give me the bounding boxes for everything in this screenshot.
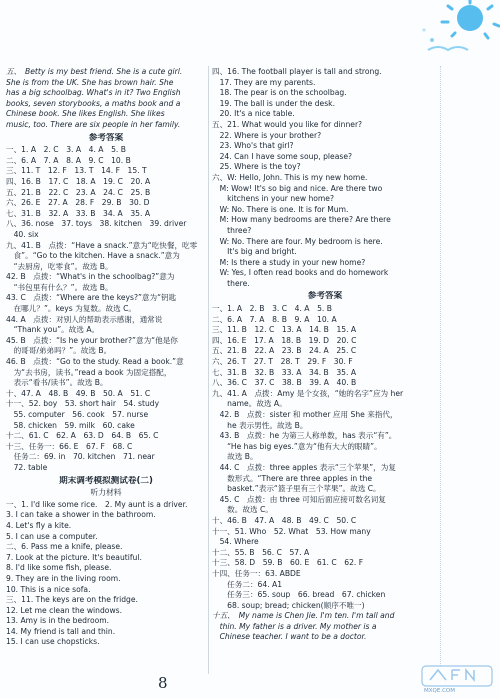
text-line: 15. I can use chopsticks. (6, 637, 100, 647)
text-line: 68. soup; bread; chicken(顺序不唯一) (212, 600, 365, 610)
text-line: 23. Who's that girl? (212, 141, 294, 151)
text-line: “去厨房，吃零食”。故选 B。 (6, 261, 113, 271)
text-line: 四、16. E 17. A 18. B 19. D 20. C (212, 335, 357, 345)
text-line: he 表示男性。故选 B。 (212, 420, 308, 430)
text-line: 六、W: Hello, John. This is my new home. (212, 172, 368, 182)
text-line: W: Yes, I often read books and do homework (212, 268, 389, 278)
text-line: 19. The ball is under the desk. (212, 98, 335, 108)
text-line: 17. They are my parents. (212, 77, 316, 87)
binding-edge (440, 66, 441, 666)
text-line: 五、 Betty is my best friend. She is a cute girl. (6, 67, 183, 76)
text-line: Chinese book. She likes English. She likes (6, 109, 165, 119)
text-line: 55. computer 56. cook 57. nurse (6, 410, 149, 419)
text-line: 表示“看书/读书”。故选 B。 (6, 378, 108, 388)
text-line: 14. My friend is tall and thin. (6, 626, 116, 636)
text-line: books, seven storybooks, a maths book and a (6, 98, 181, 108)
text-line: 三、11. T 12. F 13. T 14. F 15. T (6, 166, 147, 176)
text-line: 数。故选 C。 (212, 505, 273, 515)
text-line: Chinese teacher. I want to be a doctor. (212, 632, 367, 642)
text-line: W: No. There are four. My bedroom is here. (212, 236, 383, 246)
text-line: 三、11. The keys are on the fridge. (6, 595, 138, 605)
text-line: 44. A 点拨：对别人的帮助表示感谢，通常说 (6, 314, 163, 324)
text-line: She is from the UK. She has brown hair. She (6, 77, 174, 87)
text-line: 五、21. What would you like for dinner? (212, 119, 363, 129)
text-line: 40. six (6, 229, 39, 239)
text-line: 故选 B。 (212, 452, 258, 462)
text-line: 3. I can take a shower in the bathroom. (6, 510, 156, 520)
text-line: 42. B 点拨：“What's in the schoolbag?”意为 (6, 272, 175, 282)
text-line: 10. This is a nice sofa. (6, 584, 91, 594)
text-line: has a big schoolbag. What's in it? Two English (6, 88, 181, 98)
text-line: 一、1. A 2. C 3. A 4. A 5. B (6, 145, 126, 155)
text-line: “He has big eyes.”意为“他有大大的眼睛”。 (212, 441, 382, 451)
left-column (6, 67, 206, 648)
text-line: 54. Where (212, 537, 259, 547)
text-line: 一、1. I'd like some rice. 2. My aunt is a driver. (6, 499, 188, 509)
text-line: 4. Let's fly a kite. (6, 520, 72, 530)
text-line: 八、36. nose 37. toys 38. kitchen 39. driver (6, 219, 187, 229)
text-line: 四、16. B 17. C 18. A 19. C 20. A (6, 176, 151, 186)
text-line: 九、41. A 点拨：Amy 是个女孩，“她的名字”应为 her (212, 388, 404, 398)
text-line: 二、6. A 7. A 8. A 9. C 10. B (6, 155, 131, 165)
text-line: 为“去书房，读书。”read a book 为固定搭配， (6, 367, 172, 377)
text-line: 五、21. B 22. A 23. B 24. A 25. C (212, 346, 357, 356)
text-line: 四、16. The football player is tall and strong. (212, 67, 382, 76)
text-line: 43. C 点拨：“Where are the keys?”意为“钥匙 (6, 293, 177, 303)
section-heading: 期末调考模拟测试卷(二) (59, 475, 153, 486)
text-line: 数形式。“There are three apples in the (212, 473, 373, 483)
text-line: 任务三：65. soup 66. bread 67. chicken (212, 590, 386, 600)
text-line: 43. B 点拨：he 为第三人称单数，has 表示“有”。 (212, 431, 397, 441)
text-line: 13. Amy is in the bedroom. (6, 616, 110, 626)
text-line: 食”。“Go to the kitchen. Have a snack.”意为 (6, 251, 180, 261)
text-line: 听力材料 (90, 488, 122, 498)
text-line: M: Is there a study in your new home? (212, 257, 366, 267)
section-heading: 参考答案 (307, 291, 343, 302)
text-line: thin. My father is a driver. My mother is a (212, 621, 377, 631)
text-line: 46. B 点拨：“Go to the study. Read a book.”意 (6, 357, 184, 367)
text-line: 六、26. E 27. A 28. F 29. B 30. D (6, 198, 150, 208)
sun-decoration-icon (418, 0, 500, 58)
text-line: 五、21. B 22. C 23. A 24. C 25. B (6, 187, 151, 197)
text-line: 任务二：64. A1 (212, 579, 283, 589)
text-line: 25. Where is the toy? (212, 162, 301, 172)
text-line: name。故选 A。 (212, 399, 287, 409)
text-line: 十、47. A 48. B 49. B 50. A 51. C (6, 388, 151, 398)
text-line: W: No. There is one. It is for Mum. (212, 204, 349, 214)
text-line: 的哥哥/弟弟吗？”。故选 B。 (6, 346, 112, 356)
text-line: 十四、任务一：63. ABDE (212, 568, 301, 578)
text-line: 十一、52. boy 53. short hair 54. study (6, 399, 160, 409)
text-line: 20. It's a nice table. (212, 109, 295, 119)
text-line: 三、11. B 12. C 13. A 14. B 15. A (212, 325, 357, 335)
section-heading: 参考答案 (88, 132, 124, 143)
text-line: 任务二：69. in 70. kitchen 71. near (6, 452, 155, 462)
text-line: 8. I'd like some fish, please. (6, 563, 112, 573)
text-line: 5. I can use a computer. (6, 531, 98, 541)
text-line: 十五、 My name is Chen Jie. I'm ten. I'm tall and (212, 611, 395, 621)
text-line: 十一、51. Who 52. What 53. How many (212, 526, 371, 536)
text-line: 44. C 点拨：three apples 表示“三个苹果”，为复 (212, 462, 396, 472)
text-line: 七、31. B 32. B 33. A 34. B 35. A (212, 367, 357, 377)
text-line: 十二、61. C 62. A 63. D 64. B 65. C (6, 431, 159, 441)
text-line: music, too. There are six people in her family. (6, 119, 181, 129)
text-line: 十、46. B 47. A 48. B 49. C 50. C (212, 515, 357, 525)
right-column (212, 67, 438, 643)
text-line: 9. They are in the living room. (6, 573, 121, 583)
text-line: 六、26. T 27. T 28. T 29. F 30. F (212, 357, 353, 367)
text-line: 72. table (6, 462, 48, 472)
text-line: there. (212, 278, 250, 288)
text-line: three? (212, 225, 252, 235)
text-line: “Thank you”。故选 A。 (6, 325, 100, 335)
text-line: 22. Where is your brother? (212, 130, 322, 140)
text-line: 十三、任务一：66. E 67. F 68. C (6, 441, 133, 451)
column-divider (208, 66, 209, 674)
watermark-text: MXQE.COM (424, 688, 455, 694)
text-line: 12. Let me clean the windows. (6, 605, 123, 615)
text-line: 八、36. C 37. C 38. B 39. A 40. B (212, 378, 357, 388)
text-line: kitchens in your new home? (212, 194, 335, 204)
text-line: basket.”表示“篮子里有三个苹果”。故选 C。 (212, 484, 381, 494)
text-line: 九、41. B 点拨：“Have a snack.”意为“吃快餐，吃零 (6, 240, 198, 250)
text-line: 58. chicken 59. milk 60. cake (6, 420, 135, 430)
text-line: 7. Look at the picture. It's beautiful. (6, 552, 142, 562)
text-line: 一、1. A 2. B 3. C 4. A 5. B (212, 304, 332, 314)
text-line: 二、6. Pass me a knife, please. (6, 542, 123, 552)
text-line: M: Wow! It's so big and nice. Are there two (212, 183, 383, 193)
text-line: 42. B 点拨：sister 和 mother 应用 She 来指代， (212, 410, 398, 419)
text-line: 24. Can I have some soup, please? (212, 151, 353, 161)
text-line: “书包里有什么？”。故选 B。 (6, 282, 113, 292)
text-line: 45. C 点拨：由 three 可知后面应接可数名词复 (212, 494, 386, 504)
text-line: 七、31. B 32. A 33. B 34. A 35. A (6, 208, 151, 218)
text-line: 二、6. A 7. A 8. B 9. A 10. A (212, 314, 337, 324)
text-line: M: How many bedrooms are there? Are there (212, 215, 391, 225)
text-line: 十二、55. B 56. C 57. A (212, 547, 310, 557)
text-line: It's big and bright. (212, 247, 297, 257)
text-line: 在哪儿？”。keys 为复数。故选 C。 (6, 304, 137, 314)
text-line: 18. The pear is on the schoolbag. (212, 88, 347, 98)
text-line: 45. B 点拨：“Is he your brother?”意为“他是你 (6, 335, 178, 345)
page-number: 8 (158, 674, 168, 692)
text-line: 十三、58. D 59. B 60. E 61. C 62. F (212, 558, 364, 568)
